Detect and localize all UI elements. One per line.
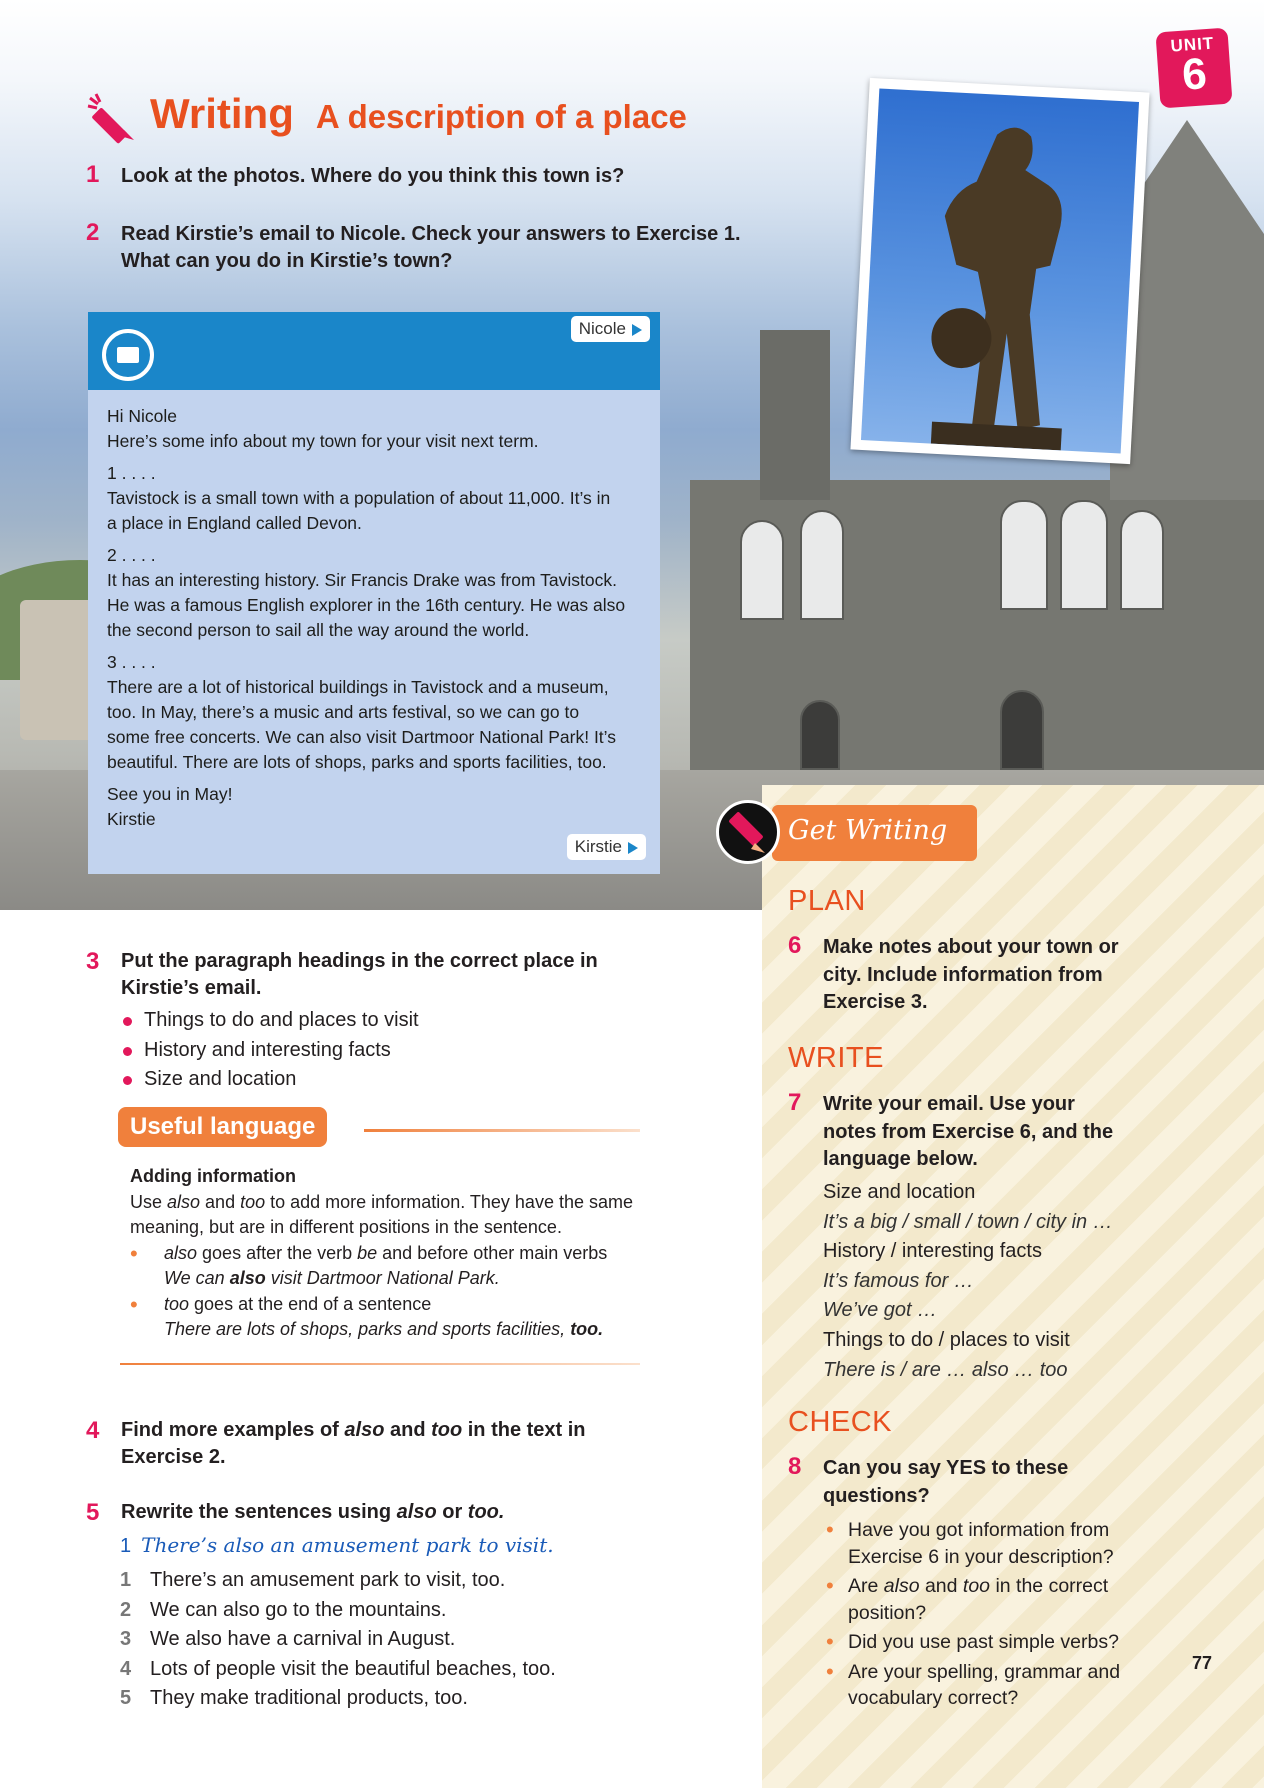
email-header [88, 312, 660, 390]
text: We can [164, 1268, 230, 1288]
text: language below. [823, 1148, 978, 1170]
list-item: Size and location [120, 1065, 419, 1095]
text: 1 [120, 1569, 132, 1591]
text: position? [848, 1601, 927, 1624]
text: 1 [120, 1535, 132, 1557]
email-p1-line: a place in England called Devon. [107, 513, 362, 533]
email-p3-line: too. In May, there’s a music and arts festival, so we can go to [107, 702, 580, 722]
useful-language-box [130, 1164, 650, 1343]
email-p3-line: There are a lot of historical buildings in Tavistock and a museum, [107, 677, 609, 697]
list-item [120, 1596, 556, 1626]
text: be [357, 1242, 378, 1263]
text: Find more examples of [121, 1419, 345, 1441]
exercise-8-text [823, 1455, 1068, 1510]
text: Use [130, 1191, 168, 1212]
page-title [150, 90, 687, 138]
divider [120, 1363, 640, 1365]
text: Exercise 6 in your description? [848, 1545, 1114, 1568]
list-item [826, 1659, 1156, 1712]
list-item [120, 1625, 556, 1655]
exercise-3-line1: Put the paragraph headings in the correct place in [121, 950, 598, 972]
text: We also have a carnival in August. [150, 1628, 456, 1650]
list-item: Things to do and places to visit [120, 1006, 419, 1036]
get-writing-tab: Get Writing [772, 805, 977, 861]
text: questions? [823, 1484, 930, 1507]
exercise-5-list [120, 1566, 556, 1714]
unit-badge [1155, 28, 1232, 109]
paragraph-headings-list [120, 1006, 419, 1095]
write-heading: WRITE [788, 1042, 884, 1074]
text: Have you got information from [848, 1519, 1110, 1541]
exercise-3-number: 3 [86, 948, 100, 975]
text: too [164, 1293, 190, 1314]
email-body [107, 404, 647, 839]
list-item: History / interesting facts [823, 1240, 1042, 1263]
text: Are your spelling, grammar and [848, 1660, 1121, 1683]
text: 3 [120, 1628, 132, 1650]
exercise-6-text [823, 934, 1119, 1017]
exercise-7-text [823, 1091, 1113, 1174]
email-from-tag: Kirstie [567, 834, 646, 860]
exercise-4-line1 [121, 1417, 586, 1444]
exercise-5-text [121, 1499, 504, 1526]
list-item: Size and location [823, 1181, 976, 1203]
text: Rewrite the sentences using [121, 1501, 397, 1523]
exercise-5-number: 5 [86, 1499, 100, 1526]
email-p2-line: the second person to sail all the way around the world. [107, 620, 530, 640]
text: city. Include information from [823, 963, 1103, 986]
exercise-4-line2: Exercise 2. [121, 1446, 226, 1468]
list-item: It’s famous for … [823, 1269, 974, 1292]
text: Write your email. Use your [823, 1093, 1075, 1115]
statue-photo [850, 78, 1149, 464]
mail-icon [102, 329, 154, 381]
text: vocabulary correct? [848, 1687, 1019, 1709]
language-list [823, 1178, 1113, 1385]
list-item: Things to do / places to visit [823, 1328, 1070, 1351]
exercise-1-text: Look at the photos. Where do you think this town is? [121, 165, 625, 187]
page-number: 77 [1192, 1653, 1213, 1673]
text: too [240, 1191, 266, 1212]
list-item [120, 1684, 556, 1714]
pencil-icon [86, 92, 142, 144]
unit-label: UNIT [1169, 33, 1215, 56]
text: 5 [120, 1687, 132, 1709]
exercise-2-line1: Read Kirstie’s email to Nicole. Check your answers to Exercise 1. [121, 223, 741, 245]
text: too. [467, 1501, 505, 1523]
list-item: • Did you use past simple verbs? [826, 1629, 1156, 1656]
text: Can you say YES to these [823, 1457, 1069, 1479]
unit-number: 6 [1180, 49, 1209, 100]
divider [364, 1129, 640, 1132]
list-item: History and interesting facts [120, 1036, 419, 1066]
text: too [962, 1575, 991, 1597]
plan-heading: PLAN [788, 885, 866, 917]
exercise-4-number: 4 [86, 1417, 100, 1444]
useful-intro-line2: meaning, but are in different positions in the sentence. [130, 1217, 562, 1237]
text: goes at the end of a sentence [189, 1293, 432, 1314]
useful-heading: Adding information [130, 1166, 296, 1186]
text: 4 [120, 1657, 132, 1680]
text: too. [570, 1319, 604, 1339]
text: There’s an amusement park to visit, too. [150, 1569, 506, 1591]
useful-bullet-too [130, 1292, 650, 1343]
text: also [164, 1242, 198, 1263]
email-p2-number: 2 . . . . [107, 545, 156, 565]
text: in the text in [462, 1419, 586, 1441]
list-item [120, 1655, 556, 1685]
text: notes from Exercise 6, and the [823, 1120, 1114, 1143]
text: visit Dartmoor National Park. [265, 1268, 500, 1288]
text: too [431, 1419, 463, 1441]
email-p1-number: 1 . . . . [107, 463, 156, 483]
email-p2-line: It has an interesting history. Sir Francis Drake was from Tavistock. [107, 570, 617, 590]
text: in the correct [990, 1575, 1109, 1597]
exercise-8-number: 8 [788, 1453, 802, 1480]
text: also [396, 1501, 437, 1523]
exercise-5-example [120, 1533, 554, 1558]
text: and [200, 1191, 241, 1212]
text: We can also go to the mountains. [150, 1598, 447, 1621]
useful-intro [130, 1190, 650, 1216]
text: also [344, 1419, 385, 1441]
email-p1-line: Tavistock is a small town with a population of about 11,000. It’s in [107, 488, 611, 508]
text: They make traditional products, too. [150, 1687, 468, 1709]
text: and [384, 1419, 432, 1441]
list-item [120, 1566, 556, 1596]
email-signature: Kirstie [107, 809, 156, 829]
useful-language-tab: Useful language [118, 1107, 327, 1147]
text: and before other main verbs [377, 1242, 608, 1263]
check-list [826, 1517, 1156, 1715]
text: to add more information. They have the same [265, 1191, 633, 1212]
text: also [229, 1268, 266, 1288]
text: Exercise 3. [823, 991, 928, 1013]
text: Lots of people visit the beautiful beaches, too. [150, 1657, 556, 1680]
list-item: We’ve got … [823, 1299, 938, 1322]
exercise-7-number: 7 [788, 1089, 802, 1116]
exercise-6-number: 6 [788, 932, 802, 959]
text: Make notes about your town or [823, 936, 1119, 958]
exercise-3-line2: Kirstie’s email. [121, 977, 262, 999]
email-greeting: Hi Nicole [107, 406, 178, 426]
list-item: There is / are … also … too [823, 1358, 1068, 1381]
email-p3-number: 3 . . . . [107, 652, 156, 672]
text: and [919, 1575, 963, 1597]
text: also [167, 1191, 201, 1212]
title-main: Writing [150, 90, 294, 137]
email-intro: Here’s some info about my town for your visit next term. [107, 431, 539, 451]
text: Are [848, 1575, 884, 1597]
email-p2-line: He was a famous English explorer in the 16th century. He was also [107, 595, 626, 615]
text: There are lots of shops, parks and sports facilities, [164, 1319, 571, 1339]
text: 2 [120, 1598, 132, 1621]
text: goes after the verb [197, 1242, 358, 1263]
list-item: It’s a big / small / town / city in … [823, 1210, 1113, 1233]
email-signoff: See you in May! [107, 784, 233, 804]
title-sub: A description of a place [315, 98, 687, 135]
text: or [436, 1501, 468, 1523]
pencil-icon [716, 800, 780, 864]
text: also [883, 1575, 920, 1597]
useful-bullet-also [130, 1241, 650, 1292]
email-card [88, 312, 660, 874]
exercise-2-number: 2 [86, 219, 100, 246]
list-item [826, 1517, 1156, 1570]
email-p3-line: some free concerts. We can also visit Dartmoor National Park! It’s [107, 727, 616, 747]
email-to-tag: Nicole [571, 316, 650, 342]
list-item [826, 1573, 1156, 1626]
text: There’s also an amusement park to visit. [141, 1533, 554, 1557]
exercise-2-line2: What can you do in Kirstie’s town? [121, 250, 453, 272]
email-p3-line: beautiful. There are lots of shops, parks and sports facilities, too. [107, 752, 607, 772]
exercise-1-number: 1 [86, 161, 100, 188]
check-heading: CHECK [788, 1406, 893, 1438]
